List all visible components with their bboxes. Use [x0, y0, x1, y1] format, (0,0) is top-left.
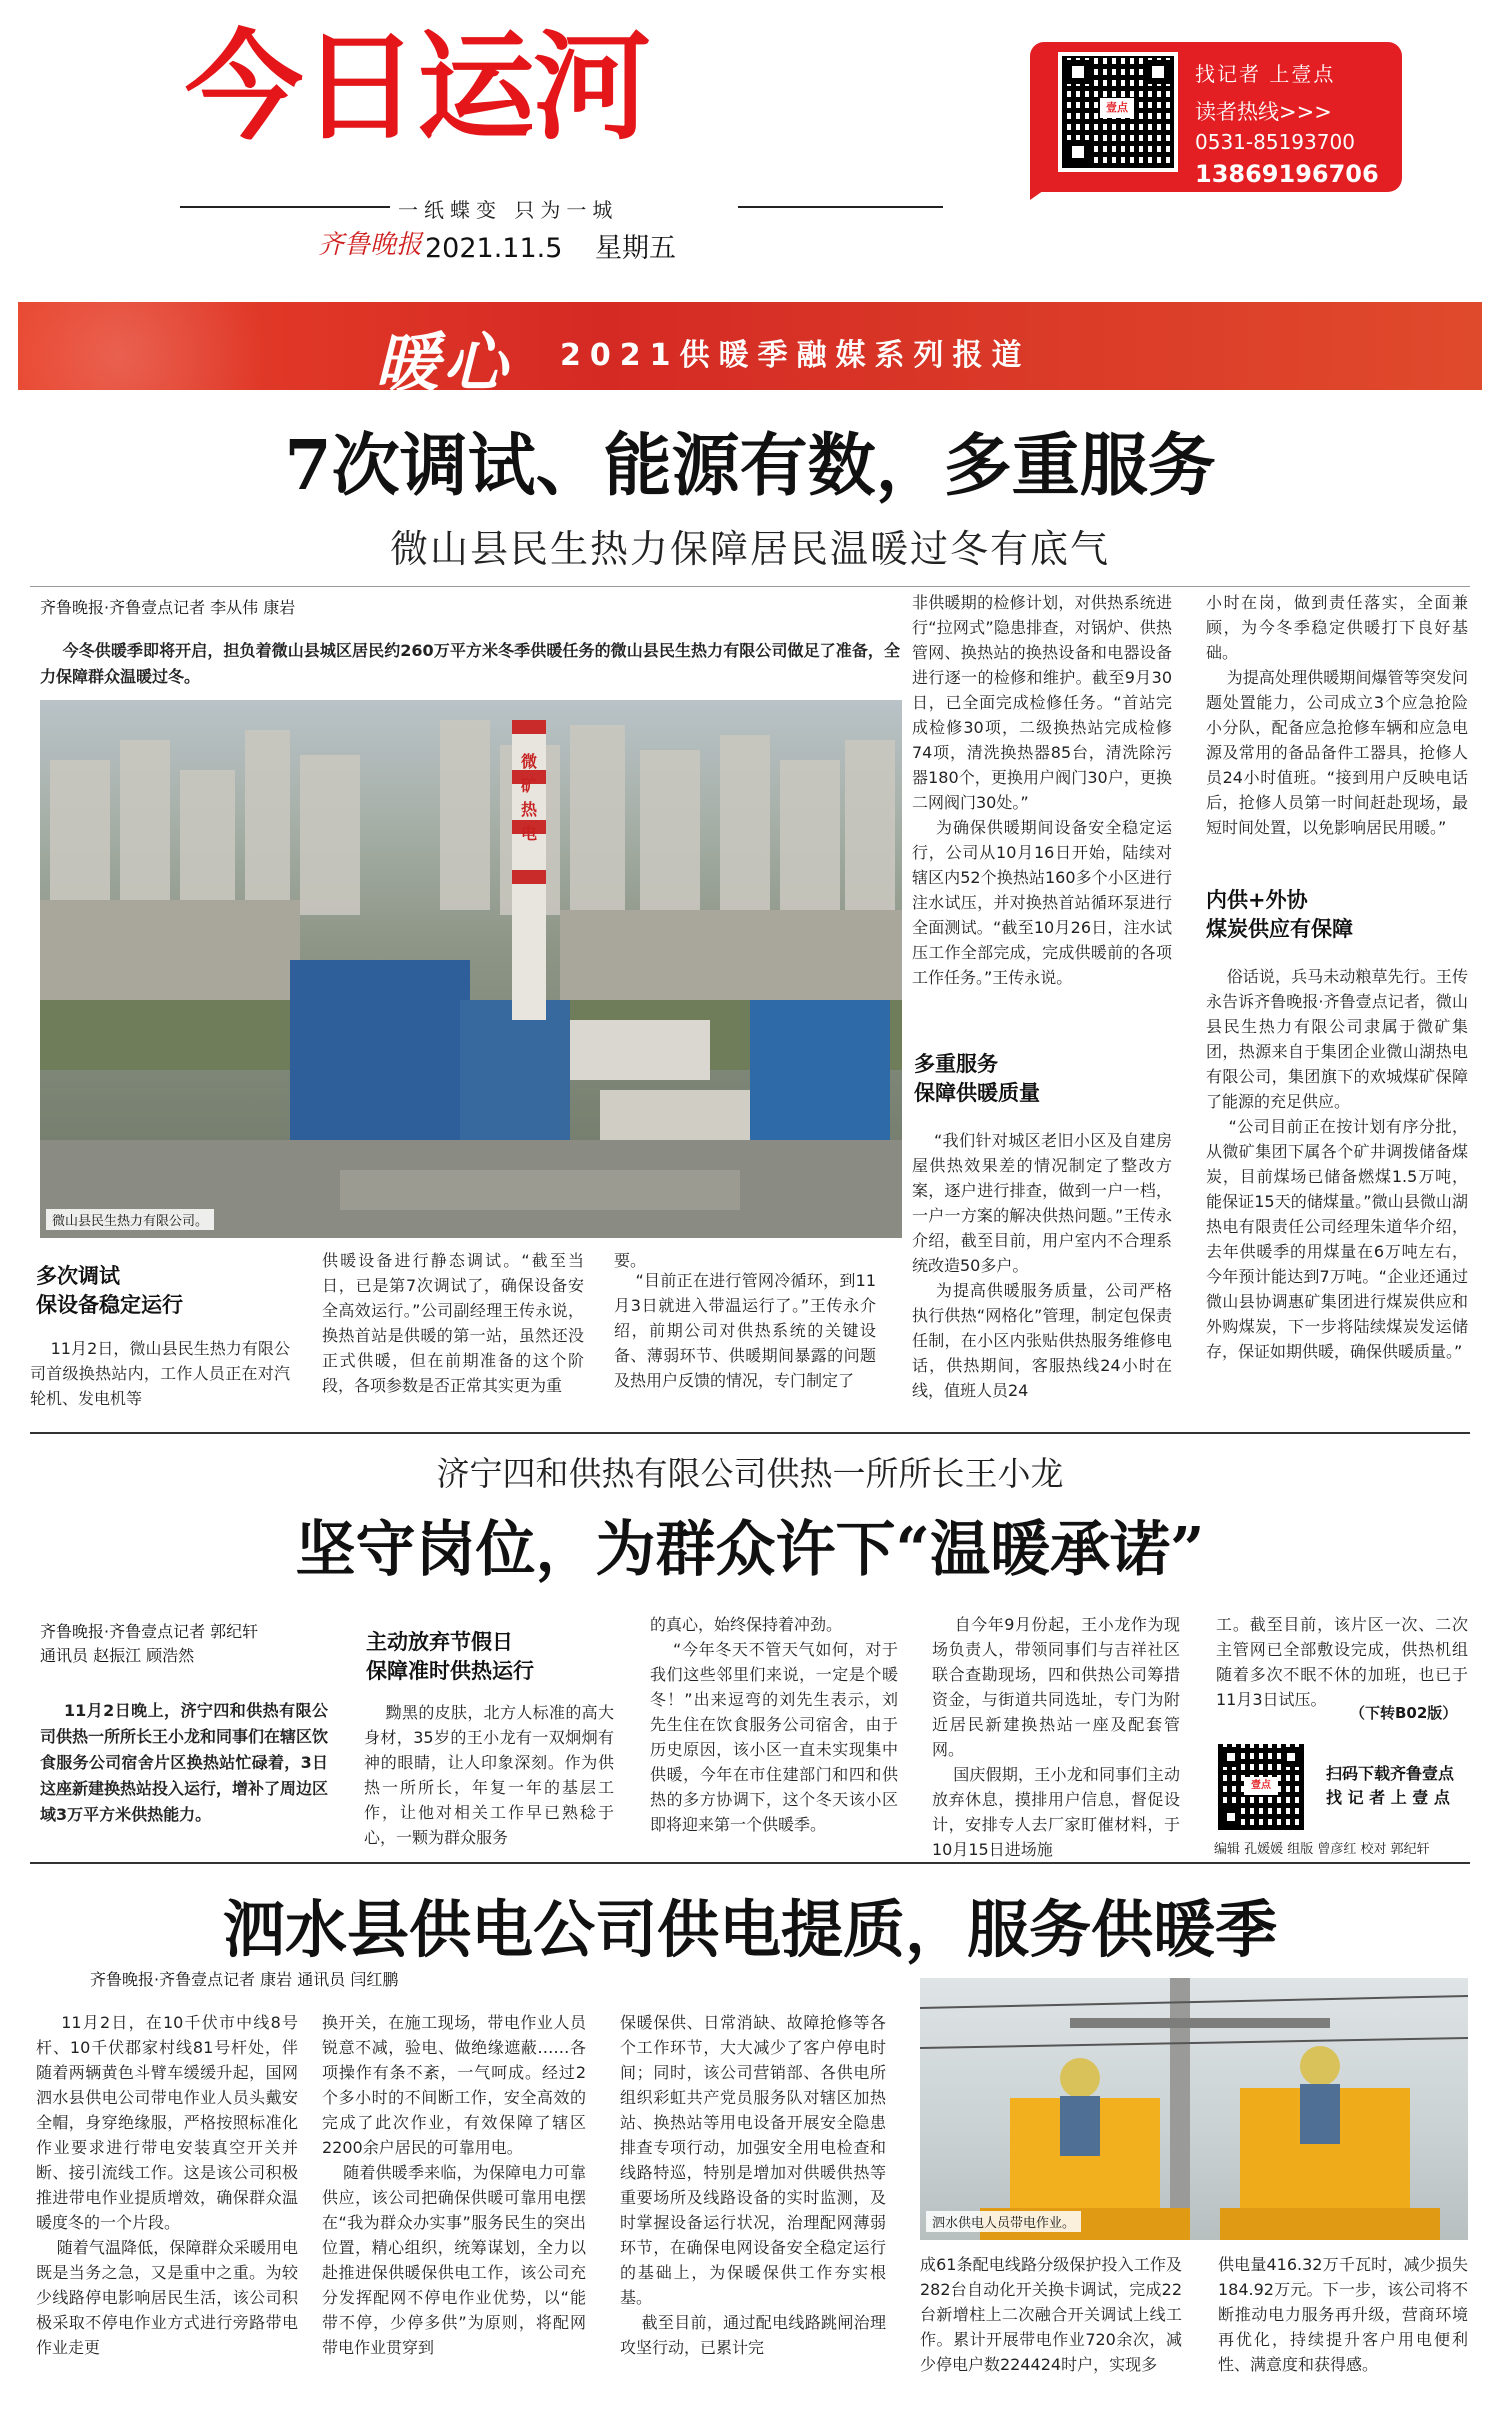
story2-kicker: 济宁四和供热有限公司供热一所所长王小龙	[436, 1454, 1064, 1493]
story1-column-4: “目前正在进行管网冷循环，到11月3日就进入带温运行了。”王传永介绍，前期公司对供热系统的关键设备、薄弱环节、供暖期间暴露的问题及热用户反馈的情况，专门制定了	[614, 1271, 877, 1390]
story1-subheadline: 微山县民生热力保障居民温暖过冬有底气	[389, 527, 1110, 571]
section-divider-2	[30, 1862, 1470, 1864]
weekday-text: 星期五	[595, 233, 677, 264]
hotline-phone-1: 0531-85193700	[1195, 130, 1355, 154]
divider	[30, 586, 1470, 587]
story1-column-2: 供暖设备进行静态调试。“截至当日，已是第7次调试了，确保设备安全高效运行。”公司副经理王传永说，换热首站是供暖的第一站，虽然还没正式供暖，但在前期准备的这个阶段，各项参数是否正常其实更为重	[322, 1251, 584, 1395]
continued-note: （下转B02版）	[1350, 1704, 1458, 1722]
masthead-slogan: 一纸蝶变 只为一城	[398, 198, 619, 222]
hotline-label: 读者热线>>>	[1195, 100, 1332, 124]
banner-subtitle: 2021供暖季融媒系列报道	[560, 338, 1031, 373]
story3-column-2: 换开关，在施工现场，带电作业人员锐意不减，验电、做绝缘遮蔽……各项操作有条不紊，一气呵成。经过2个多小时的不间断工作，安全高效的完成了此次作业，有效保障了辖区2200余户居民的可靠用电。 随着供暖季来临，为保障电力可靠供应，该公司把确保供暖可靠用电摆在“我为群众办实事”服务民生的突出位置，精心组织，统筹谋划，全力以赴推进保供暖保供电工作，该公司充分发挥配网不停电作业优势，以“能带不停，少停多供”为原则，将配网带电作业贯穿到	[322, 2013, 586, 2357]
story1-byline: 齐鲁晚报·齐鲁壹点记者 李从伟 康岩	[40, 598, 296, 617]
story1-headline: 7次调试、能源有数，多重服务	[284, 426, 1216, 506]
story1-column-3: 要。	[614, 1251, 647, 1270]
story1-subhead-3: 内供+外协 煤炭供应有保障	[1206, 888, 1353, 941]
story2-headline: 坚守岗位，为群众许下“温暖承诺”	[295, 1515, 1205, 1585]
story3-column-1: 11月2日，在10千伏市中线8号杆、10千伏郡家村线81号杆处，伴随着两辆黄色斗臂车缓缓升起，国网泗水县供电公司带电作业人员头戴安全帽，身穿绝缘服，严格按照标准化作业要求进行带电安装真空开关并断、接引流线工作。这是该公司积极推进带电作业提质增效，确保群众温暖度冬的一个片段。 随着气温降低，保障群众采暖用电既是当务之急，又是重中之重。为较少线路停电影响居民生活，该公司积极采取不停电作业方式进行旁路带电作业走更	[36, 2013, 298, 2357]
chimney-lettering: 微矿热电	[520, 752, 537, 843]
story1-column-1: 11月2日，微山县民生热力有限公司首级换热站内，工作人员正在对汽轮机、发电机等	[30, 1339, 290, 1408]
story3-headline: 泗水县供电公司供电提质，服务供暖季	[222, 1893, 1277, 1966]
slogan-rule-right	[738, 206, 943, 208]
story1-subhead-1: 多次调试 保设备稳定运行	[36, 1264, 183, 1317]
story1-photo-caption: 微山县民生热力有限公司。	[46, 1209, 214, 1230]
story2-column-3: 的真心，始终保持着冲劲。 “今年冬天不管天气如何，对于我们这些邻里们来说，一定是个暖冬！”出来逗弯的刘先生表示，刘先生住在饮食服务公司宿舍，由于历史原因，该小区一直未实现集中供暖，今年在市住建部门和四和供热的多方协调下，这个冬天该小区即将迎来第一个供暖季。	[650, 1615, 899, 1834]
story1-column-6a: 小时在岗，做到责任落实，全面兼顾，为今冬季稳定供暖打下良好基础。 为提高处理供暖期间爆管等突发问题处置能力，公司成立3个应急抢险小分队，配备应急抢修车辆和应急电源及常用的备品备件工器具，抢修人员24小时值班。“接到用户反映电话后，抢修人员第一时间赶赴现场，最短时间处置，以免影响居民用暖。”	[1206, 593, 1468, 837]
power-line-work-illustration	[920, 1978, 1468, 2240]
story2-column-4: 自今年9月份起，王小龙作为现场负责人，带领同事们与吉祥社区联合查勘现场，四和供热公司筹措资金，与街道共同选址，专门为附近居民新建换热站一座及配套管网。 国庆假期，王小龙和同事们主动放弃休息，摸排用户信息，督促设计，安排专人去厂家盯催材料，于10月15日进场施	[932, 1615, 1180, 1859]
date-text: 2021.11.5	[425, 233, 563, 264]
story1-column-5a: 非供暖期的检修计划，对供热系统进行“拉网式”隐患排查，对锅炉、供热管网、换热站的换热设备和电器设备进行逐一的检修和维护。截至9月30日，已全面完成检修任务。“首站完成检修30项，二级换热站完成检修74项，清洗换热器85台，清洗除污器180个，更换用户阀门30户，更换二网阀门30处。” 为确保供暖期间设备安全稳定运行，公司从10月16日开始，陆续对辖区内52个换热站160多个小区进行注水试压，并对换热首站循环泵进行全面测试。“截至10月26日，注水试压工作全部完成，完成供暖前的各项工作任务。”王传永说。	[912, 593, 1172, 987]
story2-column-5: 工。截至目前，该片区一次、二次主管网已全部敷设完成，供热机组随着多次不眠不休的加班，也已于11月3日试压。	[1216, 1615, 1468, 1709]
story3-column-4: 成61条配电线路分级保护投入工作及282台自动化开关换卡调试，完成22台新增柱上二次融合开关调试上线工作。累计开展带电作业720余次，减少停电户数224424时户，实现多	[920, 2255, 1182, 2374]
heating-plant-illustration	[40, 700, 902, 1238]
find-reporter-text: 找记者 上壹点	[1195, 62, 1336, 86]
masthead-logo: 今日运河	[185, 17, 650, 156]
hotline-phone-2: 13869196706	[1195, 160, 1379, 188]
story3-photo	[920, 1978, 1468, 2240]
story3-photo-caption: 泗水供电人员带电作业。	[926, 2211, 1081, 2232]
story1-column-5b: “我们针对城区老旧小区及自建房屋供热效果差的情况制定了整改方案，逐户进行排查，做到一户一档，一户一方案的解决供热问题。”王传永介绍，截至目前，用户室内不合理系统改造50多户。 为提高供暖服务质量，公司严格执行供热“网格化”管理，制定包保责任制，在小区内张贴供热服务维修电话，供热期间，客服热线24小时在线，值班人员24	[912, 1131, 1172, 1400]
story1-photo	[40, 700, 902, 1238]
reader-hotline-box-tail	[1030, 172, 1070, 200]
qr-logo: 壹点	[1100, 98, 1134, 118]
issue-date	[425, 226, 676, 265]
app-download-qr-icon[interactable]	[1214, 1740, 1308, 1834]
paper-brand-logo: 齐鲁晚报	[318, 230, 423, 260]
page-editors: 编辑 孔媛媛 组版 曾彦红 校对 郭纪轩	[1214, 1842, 1430, 1857]
app-qr-logo: 壹点	[1244, 1777, 1278, 1795]
story1-column-6b: 俗话说，兵马未动粮草先行。王传永告诉齐鲁晚报·齐鲁壹点记者，微山县民生热力有限公司隶属于微矿集团，热源来自于集团企业微山湖热电有限公司，集团旗下的欢城煤矿保障了能源的充足供应。 “公司目前正在按计划有序分批，从微矿集团下属各个矿井调拨储备煤炭，目前煤场已储备燃煤1.5万吨，能保证15天的储煤量。”微山县微山湖热电有限责任公司经理朱道华介绍，去年供暖季的用煤量在6万吨左右，今年预计能达到7万吨。“企业还通过微山县协调惠矿集团进行煤炭供应和外购煤炭，下一步将陆续煤炭发运储存，保证如期供暖，确保供暖质量。”	[1206, 967, 1469, 1361]
slogan-rule-left	[180, 206, 390, 208]
app-download-text: 扫码下载齐鲁壹点 找 记 者 上 壹 点	[1326, 1764, 1455, 1807]
story3-column-5: 供电量416.32万千瓦时，减少损失184.92万元。下一步，该公司将不断推动电力服务再升级，营商环境再优化，持续提升客户用电便利性、满意度和获得感。	[1218, 2255, 1468, 2374]
story1-subhead-2: 多重服务 保障供暖质量	[914, 1052, 1040, 1105]
story2-column-2: 黝黑的皮肤，北方人标准的高大身材，35岁的王小龙有一双炯炯有神的眼睛，让人印象深刻。作为供热一所所长，年复一年的基层工作，让他对相关工作早已熟稔于心，一颗为群众服务	[364, 1703, 614, 1847]
story1-lead: 今冬供暖季即将开启，担负着微山县城区居民约260万平方米冬季供暖任务的微山县民生热力有限公司做足了准备，全力保障群众温暖过冬。	[40, 641, 901, 686]
section-divider-1	[30, 1432, 1470, 1434]
banner-decoration	[18, 302, 358, 390]
story3-column-3: 保暖保供、日常消缺、故障抢修等各个工作环节，大大减少了客户停电时间；同时，该公司营销部、各供电所组织彩虹共产党员服务队对辖区加热站、换热站等用电设备开展安全隐患排查专项行动，加强安全用电检查和线路特巡，特别是增加对供暖供热等重要场所及线路设备的实时监测，及时掌握设备运行状况，治理配网薄弱环节，在确保电网设备安全稳定运行的基础上，为保暖保供工作夯实根基。 截至目前，通过配电线路跳闸治理攻坚行动，已累计完	[620, 2013, 886, 2357]
story3-byline: 齐鲁晚报·齐鲁壹点记者 康岩 通讯员 闫红鹏	[90, 1970, 399, 1989]
story2-subhead-1: 主动放弃节假日 保障准时供热运行	[366, 1630, 534, 1683]
qr-code-icon[interactable]	[1058, 52, 1178, 172]
story2-byline: 齐鲁晚报·齐鲁壹点记者 郭纪轩 通讯员 赵振江 顾浩然	[40, 1622, 259, 1665]
story2-lead: 11月2日晚上，济宁四和供热有限公司供热一所所长王小龙和同事们在辖区饮食服务公司宿舍片区换热站忙碌着，3日这座新建换热站投入运行，增补了周边区域3万平方米供热能力。	[40, 1701, 329, 1824]
banner-title: 暖心	[375, 326, 511, 401]
